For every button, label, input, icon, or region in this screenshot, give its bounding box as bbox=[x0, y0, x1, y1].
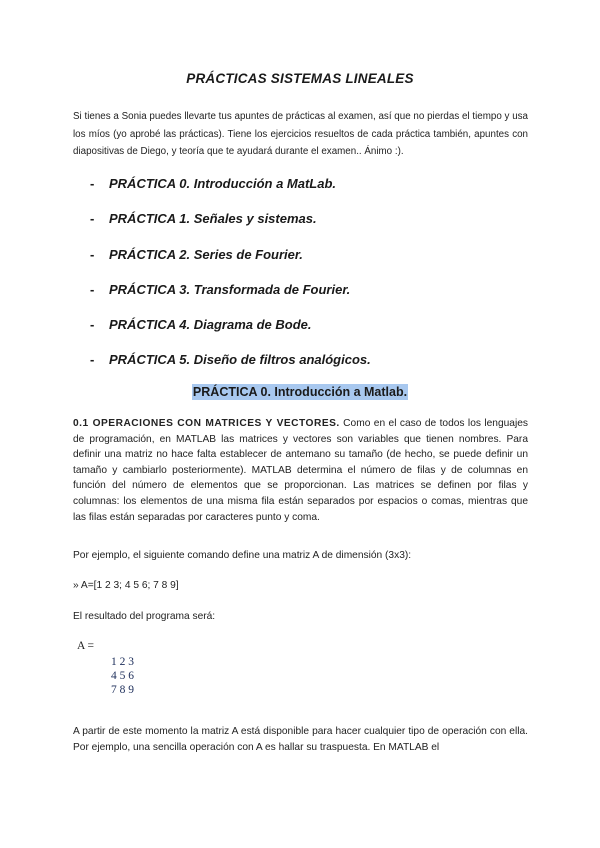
document-title: PRÁCTICAS SISTEMAS LINEALES bbox=[186, 71, 414, 86]
bullet-dash: - bbox=[90, 211, 95, 227]
operations-body: Como en el caso de todos los lenguajes de programación, en MATLAB las matrices y vectores son variables que tienen nombres. Para definir una matriz no hace falta establecer de antemano su tamaño (de hecho, se puede definir un tamaño y cambiarlo posteriormente). MATLAB determina el número de filas y de columnas en función del número de elementos que se proporcionan. Las matrices se definen por filas y columnas: los elementos de una misma fila están separados por espacios o comas, mientras que las filas están separadas por caracteres punto y coma. bbox=[73, 418, 528, 523]
result-intro-text: El resultado del programa será: bbox=[73, 611, 216, 622]
bullet-dash: - bbox=[90, 176, 95, 191]
highlighted-heading-text: PRÁCTICA 0. Introducción a Matlab. bbox=[192, 385, 408, 399]
list-item-label: PRÁCTICA 3. Transformada de Fourier. bbox=[109, 281, 351, 297]
bullet-dash: - bbox=[90, 281, 95, 297]
operations-paragraph bbox=[73, 416, 528, 525]
matrix-output bbox=[77, 640, 134, 697]
bullet-dash: - bbox=[90, 246, 95, 262]
list-item-label: PRÁCTICA 0. Introducción a MatLab. bbox=[109, 176, 337, 191]
list-item bbox=[90, 243, 530, 278]
list-item bbox=[90, 348, 530, 383]
matlab-command: » A=[1 2 3; 4 5 6; 7 8 9] bbox=[73, 580, 179, 591]
list-item bbox=[90, 278, 530, 313]
matrix-label: A = bbox=[77, 640, 95, 652]
practice-list bbox=[90, 172, 530, 384]
closing-paragraph: A partir de este momento la matriz A está disponible para hacer cualquier tipo de operación con ella. Por ejemplo, una sencilla operación con A es hallar su traspuesta. En MATLAB el bbox=[73, 726, 528, 753]
list-item-label: PRÁCTICA 5. Diseño de filtros analógicos. bbox=[109, 352, 371, 368]
matrix-row: 7 8 9 bbox=[111, 684, 134, 696]
matrix-row: 1 2 3 bbox=[111, 656, 134, 668]
bullet-dash: - bbox=[90, 352, 95, 368]
list-item bbox=[90, 172, 530, 207]
bullet-dash: - bbox=[90, 317, 95, 333]
list-item bbox=[90, 313, 530, 348]
list-item-label: PRÁCTICA 4. Diagrama de Bode. bbox=[109, 317, 312, 333]
example-intro-text: Por ejemplo, el siguiente comando define una matriz A de dimensión (3x3): bbox=[73, 550, 412, 561]
list-item-label: PRÁCTICA 1. Señales y sistemas. bbox=[109, 211, 317, 227]
matrix-row: 4 5 6 bbox=[111, 670, 134, 682]
subsection-heading: 0.1 OPERACIONES CON MATRICES Y VECTORES. bbox=[73, 418, 340, 429]
section-heading bbox=[0, 383, 600, 401]
list-item-label: PRÁCTICA 2. Series de Fourier. bbox=[109, 246, 303, 262]
intro-paragraph: Si tienes a Sonia puedes llevarte tus apuntes de prácticas al examen, así que no pierdas el tiempo y usa los míos (yo aprobé las prácticas). Tiene los ejercicios resueltos de cada práctica también, apuntes con diapositivas de Diego, y teoría que te ayudará durante el examen.. Ánimo :). bbox=[73, 111, 528, 157]
list-item bbox=[90, 207, 530, 242]
